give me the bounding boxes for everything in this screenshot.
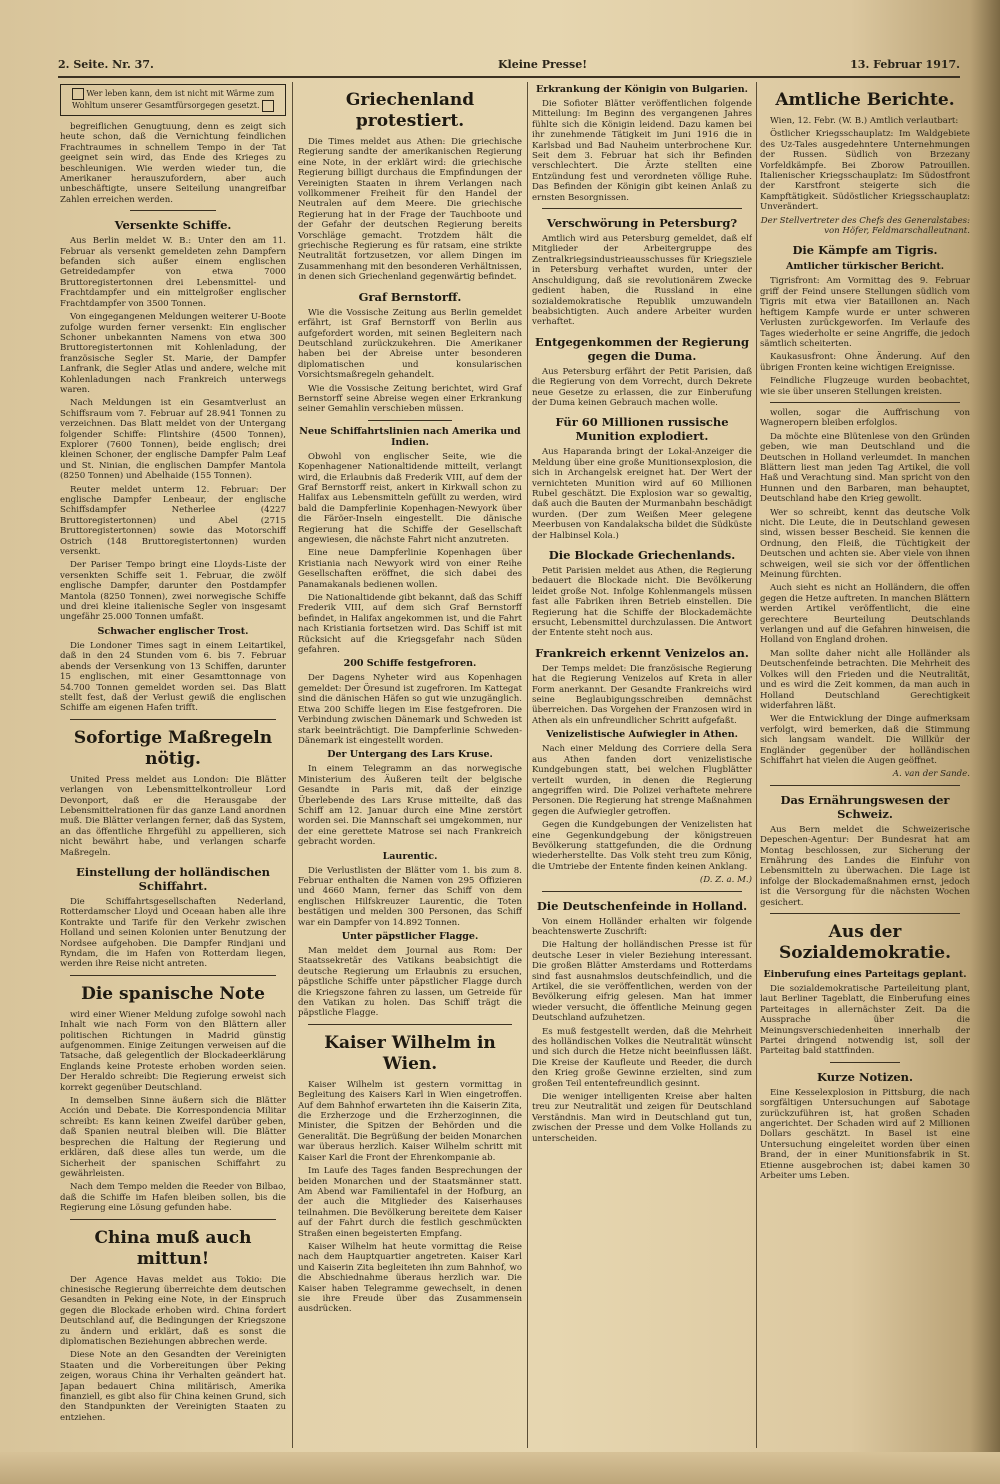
column-1 [60, 82, 286, 1452]
article-text: begreiflichen Genugtuung, denn es zeigt sich heute schon, daß die Vernichtung feindlichen Frachtraumes in schnellem Tempo in der Tat geeignet sein wird, das Ende des Krieges zu beschleunigen. Wie werden wieder tun, die Amerikaner herauszufordern, aber auch unbeschäftigte, unsere Seiteilung unangreifbar Zahlen erreichen werden. [60, 122, 286, 205]
article-text: Da möchte eine Blütenlese von den Gründen geben, wie man Deutschland und die Deutschen in Holland verleumdet. In manchen Blättern liest man jeden Tag Artikel, die voll Haß und Verachtung sind. Man spricht von den Hunnen und den Barbaren, man behauptet, Deutschland habe den Krieg gewollt. [760, 431, 970, 505]
article-text: Im Laufe des Tages fanden Besprechungen der beiden Monarchen und der Staatsmänner statt. Am Abend war Familientafel in der Hofburg, an der auch die Mitglieder des Kaiserhauses teilnahmen. Die Bevölkerung bereitete dem Kaiser auf der Fahrt durch die festlich geschmückten Straßen einen begeisterten Empfang. [298, 1166, 522, 1239]
article-signature: Der Stellvertreter des Chefs des Generalstabes: von Höfer, Feldmarschalleutnant. [760, 215, 970, 237]
article-text: Wie die Vossische Zeitung aus Berlin gemeldet erfährt, ist Graf Bernstorff von Berlin aus aufgefordert worden, mit seinen Begleitern nach Deutschland zurückzukehren. Die Amerikaner haben bei der Abreise unter besonderen diplomatischen und konsularischen Vorsichtsmaßregeln gehandelt. [298, 307, 522, 381]
headline-erkrankung-koenigin: Erkrankung der Königin von Bulgarien. [536, 84, 748, 95]
subheadline-tuerkischer-bericht: Amtlicher türkischer Bericht. [785, 261, 945, 273]
headline-kaempfe-tigris: Die Kämpfe am Tigris. [792, 243, 938, 258]
headline-ernaehrung-schweiz: Das Ernährungswesen der Schweiz. [780, 792, 950, 821]
article-text: Nach einer Meldung des Corriere della Sera aus Athen fanden dort venizelistische Kundgebungen statt, bei welchen Flugblätter verteilt wurden, in denen die Regierung angegriffen wird. Die Polizei verhaftete mehrere Personen. Die Regierung hat strenge Maßnahmen gegen die Aufwiegler getroffen. [532, 744, 752, 817]
article-text: Reuter meldet unterm 12. Februar: Der englische Dampfer Lenbeaur, der englische Schiffsdampfer Netherlee (4227 Bruttoregistertonnen) und Abel (2715 Bruttoregistertonnen) sowie das Motorschiff Ostrich (148 Bruttoregistertonnen) wurden versenkt. [60, 484, 286, 558]
column-divider [756, 82, 757, 1448]
article-text: Aus Petersburg erfährt der Petit Parisien, daß die Regierung von dem Vorrecht, durch Dekrete neue Gesetze zu erlassen, die zur Einberufung der Duma keinen Gebrauch machen wolle. [532, 366, 752, 408]
article-text: Man meldet dem Journal aus Rom: Der Staatssekretär des Vatikans beabsichtigt die deutsche Regierung um Erlaubnis zu ersuchen, päpstliche Schiffe unter päpstlicher Flagge durch die Kriegszone fahren zu lassen, um Getreide für den Vatikan zu holen. Das Schiff trägt die päpstliche Flagge. [298, 946, 522, 1019]
headline-sozialdemokratie: Aus der Sozialdemokratie. [778, 922, 952, 963]
headline-graf-bernstorff: Graf Bernstorff. [358, 289, 462, 304]
subheadline-parteitag: Einberufung eines Parteitags geplant. [763, 969, 967, 980]
article-text: Es muß festgestellt werden, daß die Mehrheit des holländischen Volkes die Neutralität wünscht und sich durch die Hetze nicht beeinflussen läßt. Die Kreise der Kaufleute und Reeder, die durch den Krieg große Gewinne erzielten, sind zum großen Teil ententefreundlich gesinnt. [532, 1026, 752, 1089]
headline-blockade: Die Blockade Griechenlands. [548, 548, 736, 562]
page-number: 2. Seite. Nr. 37. [58, 58, 154, 71]
headline-aufwiegler: Venizelistische Aufwiegler in Athen. [546, 729, 738, 741]
article-text: Wie die Vossische Zeitung berichtet, wird Graf Bernstorff seine Abreise wegen einer Erkrankung seiner Gemahlin verschieben müssen. [298, 383, 522, 415]
article-text: Nach dem Tempo melden die Reeder von Bilbao, daß die Schiffe im Hafen bleiben sollen, bis die Regierung eine Lösung gefunden habe. [60, 1182, 286, 1214]
headline-amtliche-berichte: Amtliche Berichte. [775, 90, 955, 110]
article-signature: A. van der Sande. [892, 769, 970, 780]
headline-200-schiffe: 200 Schiffe festgefroren. [343, 658, 477, 670]
column-divider [292, 82, 293, 1448]
headline-deutschenfeinde: Die Deutschenfeinde in Holland. [536, 898, 748, 913]
article-text: Kaiser Wilhelm hat heute vormittag die Reise nach dem Hauptquartier angetreten. Kaiser Karl und Kaiserin Zita begleiteten ihn zum Bahnhof, wo die Abschiednahme überaus herzlich war. Die Kaiser haben Telegramme gewechselt, in denen sie ihre Freude über das Zusammensein ausdrücken. [298, 1241, 522, 1315]
article-text: Nach Meldungen ist ein Gesamtverlust an Schiffsraum vom 7. Februar auf 28.941 Tonnen zu verzeichnen. Das Blatt meldet von der Untergang folgender Schiffe: Flintshire (4500 Tonnen), Explorer (7600 Tonnen), beide englisch; drei kleinen Schoner, der englische Dampfer Palm Leaf und St. Ninian, die englischen Dampfer Mantola (8250 Tonnen) und Abelhaide (155 Tonnen). [60, 398, 286, 482]
article-text: Die Nationaltidende gibt bekannt, daß das Schiff Frederik VIII, auf dem sich Graf Bernstorff befindet, in Halifax angekommen ist, und die Fahrt nach Kristiania fortsetzen wird. Das Schiff ist mit Rücksicht auf die Kriegsgefahr nach Süden gefahren. [298, 593, 522, 656]
divider [70, 719, 276, 720]
article-text: Gegen die Kundgebungen der Venizelisten hat eine Gegenkundgebung der königstreuen Bevölkerung stattgefunden, die die Ordnung wiederherstellte. Das Volk steht treu zum König, die Umtriebe der Entente finden keinen Anklang. [532, 820, 752, 872]
article-text: Tigrisfront: Am Vormittag des 9. Februar griff der Feind unsere Stellungen südlich vom Tigris mit etwa vier Bataillonen an. Nach heftigem Kampfe wurde er unter schweren Verlusten zurückgeworfen. Im Verlaufe des Tages wiederholte er seine Angriffe, die jedoch sämtlich scheiterten. [760, 276, 970, 349]
article-text: Die weniger intelligenten Kreise aber halten treu zur Neutralität und zeigen für Deutschland Verständnis. Man wird in Deutschland gut tun, zwischen der Presse und dem Volke Hollands zu unterscheiden. [532, 1092, 752, 1144]
divider [770, 913, 960, 914]
page-header [58, 58, 960, 74]
headline-neue-schiffahrtslinien: Neue Schiffahrtslinien nach Amerika und Indien. [299, 425, 521, 448]
newspaper-title: Kleine Presse! [498, 58, 588, 71]
headline-griechenland-protestiert: Griechenland protestiert. [345, 90, 475, 131]
article-text: Kaukasusfront: Ohne Änderung. Auf den übrigen Fronten keine wichtigen Ereignisse. [760, 352, 970, 373]
column-2 [298, 82, 522, 1452]
headline-versenkte-schiffe: Versenkte Schiffe. [114, 218, 232, 233]
article-text: Von eingegangenen Meldungen weiterer U-Boote zufolge wurden ferner versenkt: Ein englischer Schoner unbekannten Namens von etwa 300 Bruttoregistertonnen mit Kohlenladung, der französische Segler St. Marie, der Dampfer Lanfrank, die Segler Atlas und andere, welche mit Kohlenladungen nach Frankreich unterwegs waren. [60, 312, 286, 395]
headline-kurze-notizen: Kurze Notizen. [816, 1069, 914, 1084]
article-text: Aus Bern meldet die Schweizerische Depeschen-Agentur: Der Bundesrat hat am Montag beschlossen, zur Sicherung der Ernährung des Landes die Einfuhr von Lebensmitteln zu überwachen. Die Lage ist infolge der Blockademaßnahmen ernst, jedoch ist die Versorgung für die nächsten Wochen gesichert. [760, 824, 970, 908]
headline-verschwoerung: Verschwörung in Petersburg? [546, 216, 738, 231]
article-text: Aus Berlin meldet W. B.: Unter den am 11. Februar als versenkt gemeldeten zehn Dampfern befanden sich außer einem englischen Getreidedampfer von etwa 7000 Bruttoregistertonnen drei Lebensmittel- und Frachtdampfer und ein mittelgroßer englischer Frachtdampfer von 3500 Tonnen. [60, 236, 286, 309]
headline-kaiser-wilhelm: Kaiser Wilhelm in Wien. [324, 1032, 496, 1074]
article-text: wollen, sogar die Auffrischung von Wagneropern bleiben erfolglos. [760, 407, 970, 429]
column-3 [532, 82, 752, 1452]
article-text: Aus Haparanda bringt der Lokal-Anzeiger die Meldung über eine große Munitionsexplosion, die sich in Archangelsk ereignet hat. Der Wert der vernichteten Munition wird auf 60 Millionen Rubel geschätzt. Die Explosion war so gewaltig, daß auch die Bauten der Murmanbahn beschädigt wurden. (Der zum Weißen Meer gelegene Meerbusen von Kandalakscha bildet die Südküste der Halbinsel Kola.) [532, 447, 752, 541]
article-text: wird einer Wiener Meldung zufolge sowohl nach Inhalt wie nach Form von den Blättern aller politischen Richtungen in Madrid günstig aufgenommen. Einige Zeitungen verweisen auf die Tatsache, daß gelegentlich der Blockadeerklärung Englands keine Proteste erhoben worden seien. Der Heraldo schreibt: Die Regierung erweist sich korrekt gegenüber Deutschland. [60, 1009, 286, 1093]
article-text: Petit Parisien meldet aus Athen, die Regierung bedauert die Blockade nicht. Die Bevölkerung leidet große Not. Infolge Kohlenmangels müssen fast alle Fabriken ihren Betrieb einstellen. Die Regierung hat die Schiffe der Blockademächte ersucht, Lebensmittel durchzulassen. Die Antwort der Entente steht noch aus. [532, 566, 752, 639]
column-divider [527, 82, 528, 1448]
divider [770, 785, 960, 786]
headline-sofortige-massregeln: Sofortige Maßregeln nötig. [73, 727, 273, 769]
article-text: Der Agence Havas meldet aus Tokio: Die chinesische Regierung überreichte dem deutschen Gesandten in Peking eine Note, in der Einspruch gegen die Blockade erhoben wird. China fordert Deutschland auf, die Bedingungen der Kriegszone zu ändern und erklärt, daß es sonst die diplomatischen Beziehungen abbrechen werde. [60, 1274, 286, 1347]
headline-entgegenkommen: Entgegenkommen der Regierung gegen die Duma. [534, 334, 749, 363]
article-text: Die Haltung der holländischen Presse ist für deutsche Leser in vieler Beziehung interessant. Die großen Blätter Amsterdams und Rotterdams sind fast ausnahmslos deutschfeindlich, und die Artikel, die sie veröffentlichen, werden von der Bevölkerung eifrig gelesen. Man hat immer wieder versucht, die öffentliche Meinung gegen Deutschland aufzuhetzen. [532, 940, 752, 1024]
divider [542, 208, 742, 209]
box-icon [72, 88, 84, 100]
article-text: Die Sofioter Blätter veröffentlichen folgende Mitteilung: Im Beginn des vergangenen Jahres fühlte sich die Königin leidend. Dazu kamen bei ihr zunehmende Tätigkeit im Juni 1916 die in Karlsbad und Bad Nauheim unterbrochene Kur. Seit dem 3. Februar hat sich ihr Befinden verschlechtert. Die Ärzte stellten eine Entzündung fest und verordneten völlige Ruhe. Das Befinden der Königin gibt keinen Anlaß zu ernsten Besorgnissen. [532, 99, 752, 203]
article-text: Wien, 12. Febr. (W. B.) Amtlich verlautbart: [770, 116, 959, 126]
headline-lars-kruse: Der Untergang des Lars Kruse. [327, 749, 493, 761]
paper-bottom-edge [0, 1452, 1000, 1484]
article-text: Die Schiffahrtsgesellschaften Nederland, Rotterdamscher Lloyd und Oceaan haben alle ihre Kontrakte und Tarife für den Verkehr zwischen Holland und seinen Kolonien unter Benutzung der Nordsee aufgehoben. Die Dampfer Rindjani und Ryndam, die im Hafen von Rotterdam liegen, werden ihre Reise nicht antreten. [60, 896, 286, 970]
divider [130, 210, 216, 211]
article-text: Eine neue Dampferlinie Kopenhagen über Kristiania nach Newyork wird von einer Reihe Gesellschaften eröffnet, die sich dabei des Panamakanals bedienen wollen. [298, 548, 522, 590]
article-text: Man sollte daher nicht alle Holländer als Deutschenfeinde betrachten. Die Mehrheit des Volkes will den Frieden und die Neutralität, und es wird die Zeit kommen, da man auch in Holland Deutschland Gerechtigkeit widerfahren läßt. [760, 648, 970, 711]
headline-spanische-note: Die spanische Note [81, 983, 265, 1004]
article-text: Die Londoner Times sagt in einem Leitartikel, daß in den 24 Stunden vom 6. bis 7. Februar abends der Versenkung von 13 Schiffen, darunter 15 englischen, mit einer Gesamttonnage von 54.700 Tonnen gemeldet worden sei. Das Blatt stellt fest, daß der Verlust gewiß die englischen Schiffe am eigenen Hafen trifft. [60, 640, 286, 714]
article-text: Wer die Entwicklung der Dinge aufmerksam verfolgt, wird bemerken, daß die Stimmung sich langsam wandelt. Die Willkür der Engländer gegenüber der holländischen Schiffahrt hat vielen die Augen geöffnet. [760, 714, 970, 766]
issue-date: 13. Februar 1917. [850, 58, 960, 71]
article-text: Östlicher Kriegsschauplatz: Im Waldgebiete des Uz-Tales ausgedehntere Unternehmungen der Russen. Südlich von Brzezany Vorfeldkämpfe. Bei Zborow Patrouillen. Italienischer Kriegsschauplatz: Im Südostfront der Karstfront steigerte sich die Kampftätigkeit. Südöstlicher Kriegsschauplatz: Unverändert. [760, 129, 970, 213]
divider [308, 1024, 512, 1025]
article-text: United Press meldet aus London: Die Blätter verlangen von Lebensmittelkontrolleur Lord Devonport, daß er die Herausgabe der Lebensmittelrationen für das ganze Land anordnen muß. Die Blätter verlangen ferner, daß das System, an das öffentliche Ehrgefühl zu appellieren, sich nicht bewährt habe, und verlangen scharfe Maßregeln. [60, 774, 286, 858]
headline-paepstliche-flagge: Unter päpstlicher Flagge. [341, 931, 479, 942]
article-text: Die Verlustlisten der Blätter vom 1. bis zum 8. Februar enthalten die Namen von 295 Offizieren und 4660 Mann, ferner das Schiff von dem englischen Hilfskreuzer Laurentic, die Toten bestätigen und melden 300 Personen, das Schiff war ein Dampfer von 14.892 Tonnen. [298, 865, 522, 928]
article-text: Wer so schreibt, kennt das deutsche Volk nicht. Die Leute, die in Deutschland gewesen sind, wissen besser Bescheid. Sie kennen die Ordnung, den Fleiß, die Tüchtigkeit der Deutschen und achten sie. Aber viele von ihnen schweigen, weil sie sich vor der öffentlichen Meinung fürchten. [760, 507, 970, 581]
article-text: Von einem Holländer erhalten wir folgende beachtenswerte Zuschrift: [532, 916, 752, 937]
article-text: In demselben Sinne äußern sich die Blätter Acción und Debate. Die Korrespondencia Militar schreibt: Es kann keinen Zweifel darüber geben, daß Spanien neutral bleiben will. Die Blätter besprechen die Haltung der Regierung und erklären, daß diese alles tun werde, um die Sicherheit der spanischen Schiffahrt zu gewährleisten. [60, 1096, 286, 1179]
headline-venizelos: Frankreich erkennt Venizelos an. [535, 645, 749, 660]
divider [70, 975, 276, 976]
headline-china: China muß auch mittun! [94, 1227, 252, 1269]
article-signature: (D. Z. a. M.) [699, 875, 752, 886]
article-text: Amtlich wird aus Petersburg gemeldet, daß elf Mitglieder der Arbeitergruppe des Zentralkriegsindustrieausschusses für Kriegsziele in Petersburg verhaftet wurden, unter der Anschuldigung, daß sie revolutionärem Zwecke gedient haben, die Russland in eine sozialdemokratische Republik umzuwandeln beabsichtigten. Auch andere Arbeiter wurden verhaftet. [532, 234, 752, 328]
article-text: Die Times meldet aus Athen: Die griechische Regierung sandte der amerikanischen Regierung eine Note, in der erklärt wird: die griechische Regierung billigt durchaus die Empfindungen der Vereinigten Staaten in ihrem Verlangen nach vollkommener Freiheit für den Handel der Neutralen auf dem Meere. Die griechische Regierung hat in der Frage der Tauchboote und der Gefahr der deutschen Regierung bereits Vorschläge gemacht. Trotzdem hält die griechische Regierung es für ratsam, eine strikte Neutralität fortzusetzen, vor allem Dingen im Zusammenhang mit den besonderen Verhältnissen, in denen sich Griechenland gegenwärtig befindet. [298, 137, 522, 283]
article-text: Die sozialdemokratische Parteileitung plant, laut Berliner Tageblatt, die Einberufung eines Parteitages in allernächster Zeit. Da die Aussprache über die Meinungsverschiedenheiten innerhalb der Partei dringend notwendig ist, soll der Parteitag bald stattfinden. [760, 984, 970, 1057]
divider [770, 402, 960, 403]
article-text: Auch sieht es nicht an Holländern, die offen gegen die Hetze auftreten. In manchen Blättern werden Artikel veröffentlicht, die eine gerechtere Beurteilung Deutschlands verlangen und auf die Gefahren hinweisen, die Holland von England drohen. [760, 583, 970, 646]
article-text: Feindliche Flugzeuge wurden beobachtet, wie sie über unseren Stellungen kreisten. [760, 376, 970, 397]
column-4 [760, 82, 970, 1452]
headline-munition: Für 60 Millionen russische Munition explodiert. [555, 415, 729, 444]
divider [70, 1219, 276, 1220]
article-text: Der Dagens Nyheter wird aus Kopenhagen gemeldet: Der Öresund ist zugefroren. Im Kattegat sind die dänischen Häfen so gut wie unzugänglich. Etwa 200 Schiffe liegen im Eise festgefroren. Die Verbindung zwischen Dänemark und Schweden ist stark beeinträchtigt. Die Dampferlinie Schweden-Dänemark ist eingestellt worden. [298, 673, 522, 746]
headline-laurentic: Laurentic. [382, 850, 438, 862]
article-text: Diese Note an den Gesandten der Vereinigten Staaten und die Vorbereitungen über Peking zeigen, woraus China ihr Verhalten geändert hat. Japan bedauert China militärisch, Amerika finanziell, es gibt also für China keinen Grund, sich den Standpunkten der Vereinigten Staaten zu entziehen. [60, 1350, 286, 1423]
headline-hollaendische-schiffahrt: Einstellung der holländischen Schiffahrt. [75, 864, 271, 893]
header-rule [58, 76, 960, 78]
notice-box: Wer leben kann, dem ist nicht mit Wärme zum Wohltum unserer Gesamtfürsorgegen gesetzt. [60, 84, 286, 116]
box-icon [262, 100, 274, 112]
article-text: Der Temps meldet: Die französische Regierung hat die Regierung Venizelos auf Kreta in aller Form anerkannt. Der Gesandte Frankreichs wird seine Beglaubigungsschreiben demnächst überreichen. Das Vorgehen der Franzosen wird in Athen als ein unfreundlicher Schritt aufgefaßt. [532, 663, 752, 726]
divider [830, 1062, 900, 1063]
article-text: Obwohl von englischer Seite, wie die Kopenhagener Nationaltidende mitteilt, verlangt wird, die Erlaubnis daß Frederik VIII, auf dem der Graf Bernstorff reist, ankert in Kirkwall schon zu Halifax aus Lebensmitteln gefüllt zu werden, wird bald die Dampferlinie Kopenhagen-Newyork über die Färöer-Inseln eingestellt. Die dänische Regierung hat die Schiffe der Gesellschaft angewiesen, die nächste Fahrt nicht anzutreten. [298, 451, 522, 545]
headline-schwacher-trost: Schwacher englischer Trost. [97, 625, 249, 637]
article-text: In einem Telegramm an das norwegische Ministerium des Äußeren teilt der belgische Gesandte in Paris mit, daß der einzige Überlebende des Lars Kruse mitteilte, daß das Schiff am 12. Januar durch eine Mine zerstört worden sei. Die Mannschaft sei umgekommen, nur der eine gerettete Matrose sei nach Frankreich gebracht worden. [298, 764, 522, 848]
article-text: Eine Kesselexplosion in Pittsburg, die nach sorgfältigen Untersuchungen auf Sabotage zurückzuführen ist, hat großen Schaden angerichtet. Der Schaden wird auf 2 Millionen Dollars geschätzt. In Basel ist eine Untersuchung eingeleitet worden über einen Brand, der in einer Munitionsfabrik in St. Etienne ausgebrochen ist; dabei kamen 30 Arbeiter ums Leben. [760, 1087, 970, 1182]
article-text: Der Pariser Tempo bringt eine Lloyds-Liste der versenkten Schiffe seit 1. Februar, die zwölf englische Dampfer, darunter den Postdampfer Mantola (8250 Tonnen), zwei norwegische Schiffe und drei kleine italienische Segler von insgesamt ungefähr 25.000 Tonnen umfaßt. [60, 560, 286, 623]
article-text: Kaiser Wilhelm ist gestern vormittag in Begleitung des Kaisers Karl in Wien eingetroffen. Auf dem Bahnhof erwarteten ihn die Kaiserin Zita, die Erzherzoge und die Erzherzoginnen, die Minister, die Spitzen der Behörden und die Generalität. Die Begrüßung der beiden Monarchen war überaus herzlich. Kaiser Wilhelm schritt mit Kaiser Karl die Front der Ehrenkompanie ab. [298, 1079, 522, 1163]
divider [542, 891, 742, 892]
divider [368, 420, 452, 421]
